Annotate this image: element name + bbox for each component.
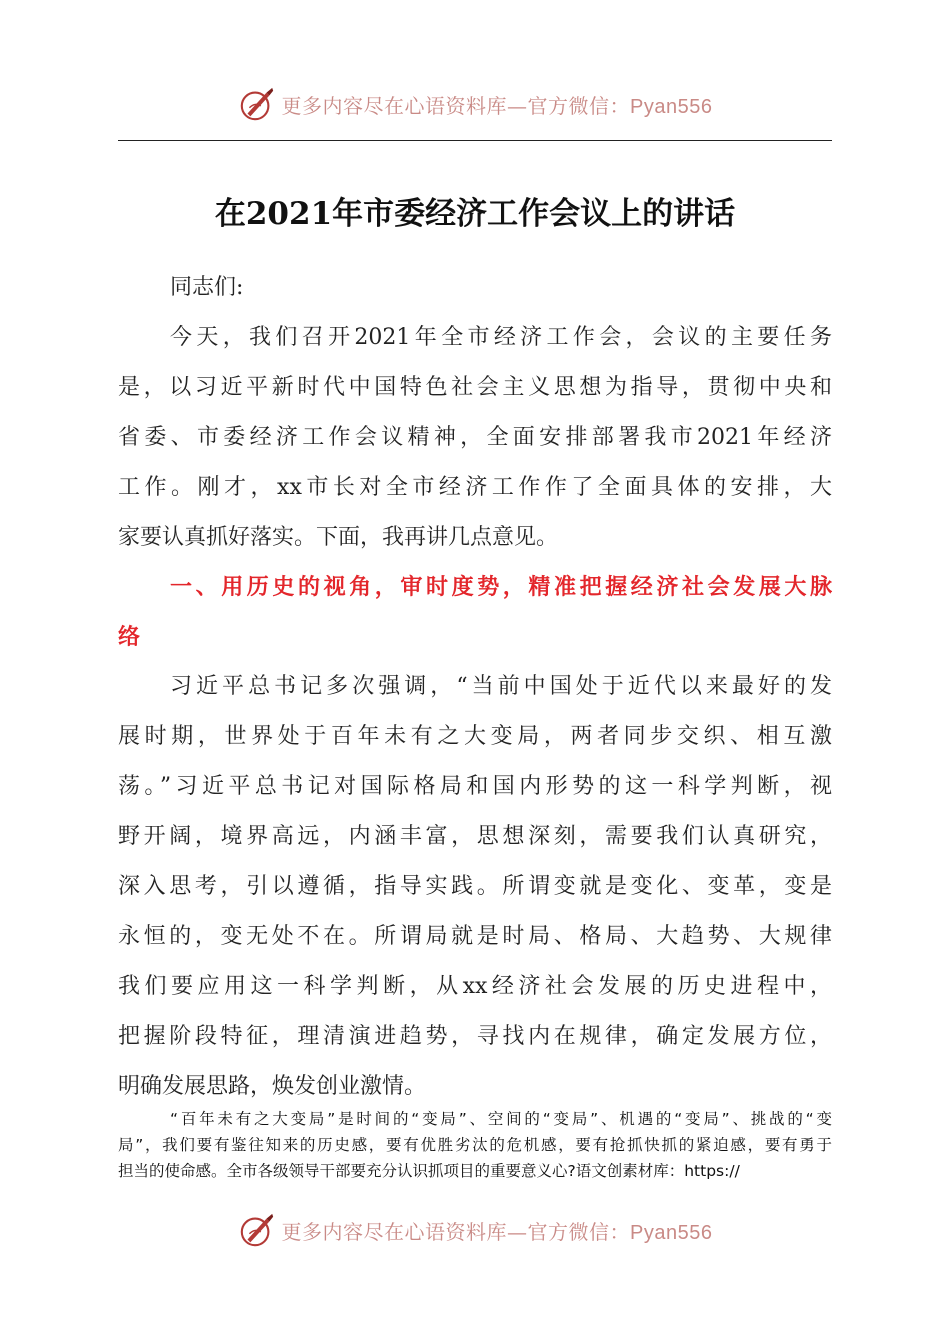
paragraph-1 xyxy=(118,313,832,563)
document-title: 在2021年市委经济工作会议上的讲话 xyxy=(214,196,736,232)
banner-label: 更多内容尽在心语资料库—官方微信： xyxy=(281,1219,631,1244)
banner-wechat-id: Pyan556 xyxy=(630,95,713,118)
paragraph-line: 是，以习近平新时代中国特色社会主义思想为指导，贯彻中央和 xyxy=(118,375,832,400)
small-paragraph xyxy=(118,1106,832,1184)
banner-text xyxy=(282,90,713,119)
header-watermark-banner xyxy=(0,82,950,126)
heading-line: 一、用历史的视角，审时度势，精准把握经济社会发展大脉 xyxy=(170,575,832,600)
paragraph-line: 永恒的，变无处不在。所谓局就是时局、格局、大趋势、大规律 xyxy=(118,924,832,949)
small-line: “百年未有之大变局”是时间的“变局”、空间的“变局”、机遇的“变局”、挑战的“变 xyxy=(170,1110,832,1128)
pen-logo-icon xyxy=(238,1211,276,1249)
paragraph-line: 家要认真抓好落实。下面，我再讲几点意见。 xyxy=(118,525,559,550)
paragraph-line: 我们要应用这一科学判断，从xx经济社会发展的历史进程中， xyxy=(118,974,832,999)
paragraph-line: 习近平总书记多次强调，“当前中国处于近代以来最好的发 xyxy=(170,674,832,699)
greeting: 同志们: xyxy=(170,275,244,300)
section-heading-1 xyxy=(118,563,832,663)
greeting-block xyxy=(118,263,832,313)
footer-watermark-banner xyxy=(0,1208,950,1252)
paragraph-line: 深入思考，引以遵循，指导实践。所谓变就是变化、变革，变是 xyxy=(118,874,832,899)
paragraph-line: 今天，我们召开2021年全市经济工作会，会议的主要任务 xyxy=(170,325,832,350)
paragraph-line: 省委、市委经济工作会议精神，全面安排部署我市2021年经济 xyxy=(118,425,832,450)
banner-content xyxy=(238,85,713,123)
heading-line: 络 xyxy=(118,625,141,650)
banner-content xyxy=(238,1211,713,1249)
paragraph-2 xyxy=(118,662,832,1112)
paragraph-line: 明确发展思路，焕发创业激情。 xyxy=(118,1074,427,1099)
paragraph-line: 把握阶段特征，理清演进趋势，寻找内在规律，确定发展方位， xyxy=(118,1024,832,1049)
banner-wechat-id: Pyan556 xyxy=(630,1221,713,1244)
banner-label: 更多内容尽在心语资料库—官方微信： xyxy=(281,93,631,118)
small-line: 局”，我们要有鉴往知来的历史感，要有优胜劣汰的危机感，要有抢抓快抓的紧迫感，要有勇于 xyxy=(118,1136,832,1154)
pen-logo-icon xyxy=(238,85,276,123)
paragraph-line: 工作。刚才，xx市长对全市经济工作作了全面具体的安排，大 xyxy=(118,475,832,500)
header-divider xyxy=(118,140,832,141)
banner-text xyxy=(282,1216,713,1245)
small-line: 担当的使命感。全市各级领导干部要充分认识抓项目的重要意义心?语文创素材库：https:// xyxy=(118,1162,740,1180)
paragraph-line: 荡。”习近平总书记对国际格局和国内形势的这一科学判断，视 xyxy=(118,774,832,799)
paragraph-line: 展时期，世界处于百年未有之大变局，两者同步交织、相互激 xyxy=(118,724,832,749)
paragraph-line: 野开阔，境界高远，内涵丰富，思想深刻，需要我们认真研究， xyxy=(118,824,832,849)
